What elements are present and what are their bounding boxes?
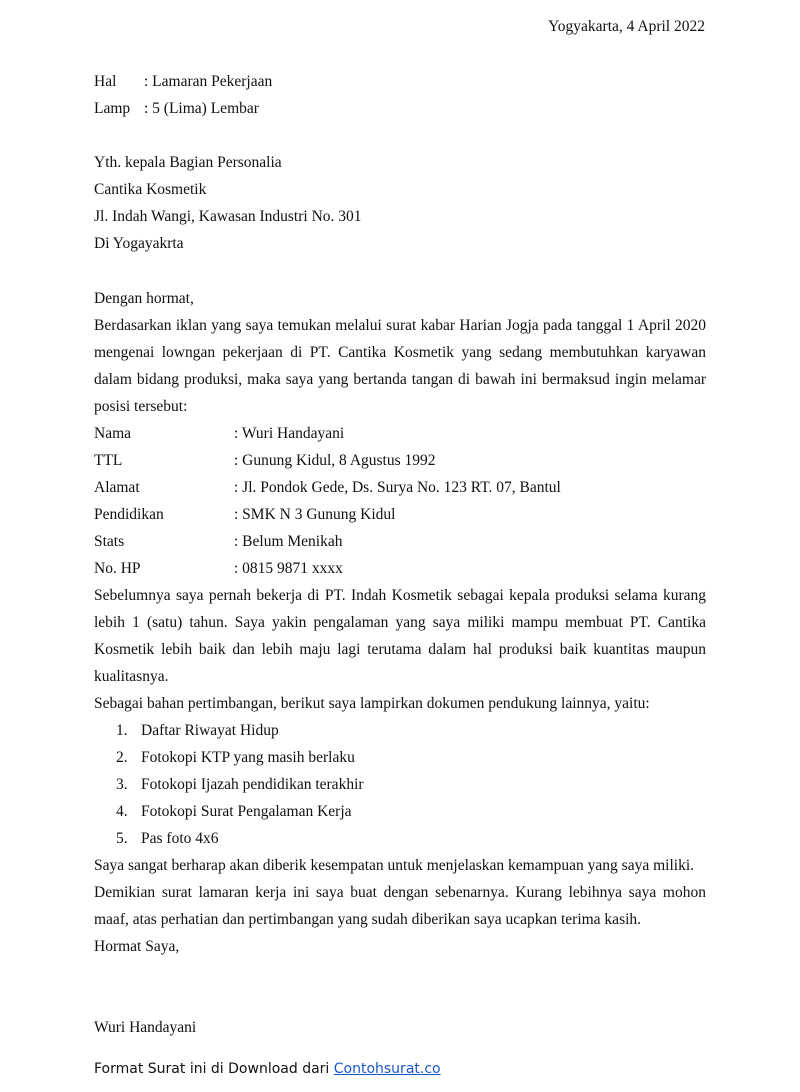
hope-line: Saya sangat berharap akan diberik kesempatan untuk menjelaskan kemampuan yang saya miliki. (94, 857, 694, 874)
footer-link[interactable]: Contohsurat.co (333, 1061, 441, 1077)
list-item: Daftar Riwayat Hidup (141, 722, 279, 739)
greeting: Dengan hormat, (94, 290, 194, 307)
closing-paragraph: Demikian surat lamaran kerja ini saya buat dengan sebenarnya. Kurang lebihnya saya mohon maaf, atas perhatian dan pertimbangan yang sudah diberikan saya ucapkan terima kasih. (94, 884, 706, 928)
subject-lamp-row (94, 100, 259, 118)
field-value-ttl: : Gunung Kidul, 8 Agustus 1992 (234, 452, 436, 469)
field-value-alamat: : Jl. Pondok Gede, Ds. Surya No. 123 RT. 07, Bantul (234, 479, 561, 496)
subject-hal-row (94, 73, 272, 91)
list-item-number: 2. (116, 749, 128, 766)
subject-lamp-label: Lamp (94, 100, 131, 117)
recipient-line: Jl. Indah Wangi, Kawasan Industri No. 301 (94, 208, 362, 225)
field-value-nama: : Wuri Handayani (234, 425, 345, 442)
field-label-stats: Stats (94, 533, 125, 550)
field-label-no-hp: No. HP (94, 560, 141, 577)
subject-hal-value: : Lamaran Pekerjaan (144, 73, 273, 90)
list-item: Pas foto 4x6 (141, 830, 219, 847)
footer (94, 1061, 441, 1077)
experience-paragraph: Sebelumnya saya pernah bekerja di PT. Indah Kosmetik sebagai kepala produksi selama kurang lebih 1 (satu) tahun. Saya yakin pengalaman yang saya miliki mampu membuat PT. Cantika Kosmetik lebih baik dan lebih maju lagi terutama dalam hal produksi baik kuantitas maupun kualitasnya. (94, 587, 706, 685)
field-value-no-hp: : 0815 9871 xxxx (234, 560, 343, 577)
subject-hal-label: Hal (94, 73, 117, 90)
field-label-alamat: Alamat (94, 479, 140, 496)
list-item: Fotokopi KTP yang masih berlaku (141, 749, 355, 766)
list-item-number: 4. (116, 803, 128, 820)
footer-text: Format Surat ini di Download dari (94, 1061, 334, 1077)
list-item: Fotokopi Ijazah pendidikan terakhir (141, 776, 364, 793)
field-value-pendidikan: : SMK N 3 Gunung Kidul (234, 506, 396, 523)
sign-off: Hormat Saya, (94, 938, 180, 955)
subject-lamp-value: : 5 (Lima) Lembar (144, 100, 259, 117)
list-item-number: 5. (116, 830, 128, 847)
letter-date: Yogyakarta, 4 April 2022 (548, 18, 705, 35)
field-label-ttl: TTL (94, 452, 123, 469)
field-value-stats: : Belum Menikah (234, 533, 343, 550)
attachments-intro: Sebagai bahan pertimbangan, berikut saya lampirkan dokumen pendukung lainnya, yaitu: (94, 695, 650, 712)
field-label-nama: Nama (94, 425, 132, 442)
signer-name: Wuri Handayani (94, 1019, 197, 1036)
intro-paragraph: Berdasarkan iklan yang saya temukan melalui surat kabar Harian Jogja pada tanggal 1 April 2020 mengenai lowngan pekerjaan di PT. Cantika Kosmetik yang sedang membutuhkan karyawan dalam bidang produksi, maka saya yang bertanda tangan di bawah ini bermaksud ingin melamar posisi tersebut: (94, 317, 706, 415)
list-item-number: 3. (116, 776, 128, 793)
list-item-number: 1. (116, 722, 128, 739)
recipient-line: Cantika Kosmetik (94, 181, 207, 198)
recipient-line: Di Yogayakrta (94, 235, 184, 252)
field-label-pendidikan: Pendidikan (94, 506, 164, 523)
list-item: Fotokopi Surat Pengalaman Kerja (141, 803, 352, 820)
recipient-line: Yth. kepala Bagian Personalia (94, 154, 282, 171)
